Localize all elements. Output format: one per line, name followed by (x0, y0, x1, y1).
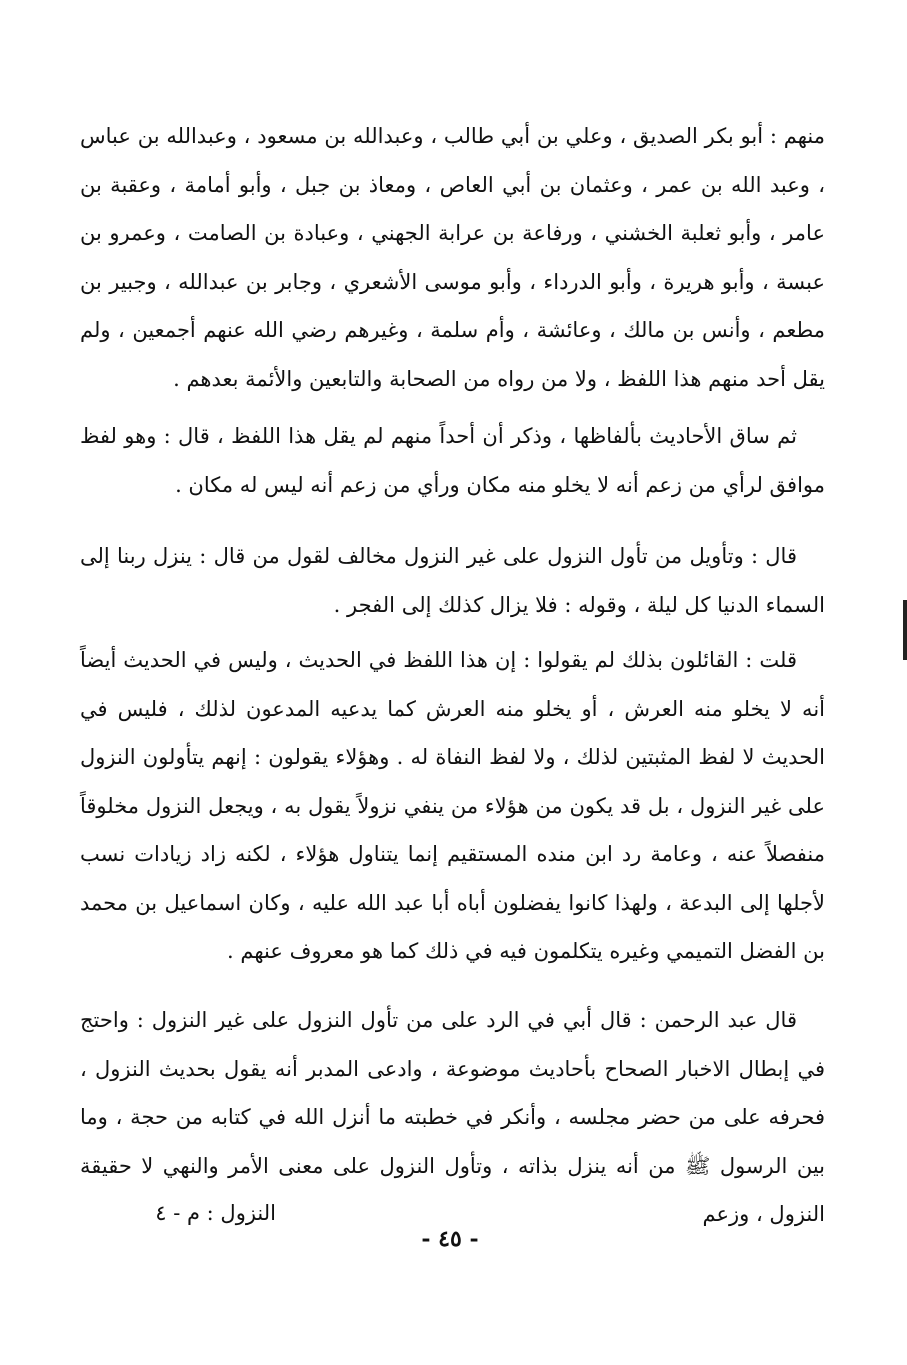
paragraph-text: قال عبد الرحمن : قال أبي في الرد على من تأول النزول على غير النزول : واحتج في إبطال الاخبار الصحاح بأحاديث موضوعة ، وادعى المدبر أنه يقول بحديث النزول ، فحرفه على من حضر مجلسه ، وأنكر في خطبته ما أنزل الله في كتابه من حجة ، وما بين الرسول ﷺ من أنه ينزل بذاته ، وتأول النزول على معنى الأمر والنهي لا حقيقة النزول ، وزعم (80, 1008, 825, 1226)
paragraph-text: قلت : القائلون بذلك لم يقولوا : إن هذا اللفظ في الحديث ، وليس في الحديث أيضاً أنه لا يخلو منه العرش ، أو يخلو منه العرش كما يدعيه المدعون لذلك ، فليس في الحديث لا لفظ المثبتين لذلك ، ولا لفظ النفاة له . وهؤلاء يقولون : إنهم يتأولون النزول على غير النزول ، بل قد يكون من هؤلاء من ينفي نزولاً يقول به ، ويجعل النزول مخلوقاً منفصلاً عنه ، وعامة رد ابن منده المستقيم إنما يتناول هؤلاء ، لكنه زاد زيادات نسب لأجلها إلى البدعة ، ولهذا كانوا يفضلون أباه أبا عبد الله عليه ، وكان اسماعيل بن محمد بن الفضل التميمي وغيره يتكلمون فيه في ذلك كما هو معروف عنهم . (80, 648, 825, 963)
paragraph-interpretation (80, 532, 825, 629)
paragraph-text: منهم : أبو بكر الصديق ، وعلي بن أبي طالب ، وعبدالله بن مسعود ، وعبدالله بن عباس ، وعبد الله بن عمر ، وعثمان بن أبي العاص ، ومعاذ بن جبل ، وأبو أمامة ، وعقبة بن عامر ، وأبو ثعلبة الخشني ، ورفاعة بن عرابة الجهني ، وعبادة بن الصامت ، وعمرو بن عبسة ، وأبو هريرة ، وأبو الدرداء ، وأبو موسى الأشعري ، وجابر بن عبدالله ، وجبير بن مطعم ، وأنس بن مالك ، وعائشة ، وأم سلمة ، وغيرهم رضي الله عنهم أجمعين ، ولم يقل أحد منهم هذا اللفظ ، ولا من رواه من الصحابة والتابعين والأئمة بعدهم . (80, 124, 825, 391)
paragraph-text: ثم ساق الأحاديث بألفاظها ، وذكر أن أحداً منهم لم يقل هذا اللفظ ، قال : وهو لفظ موافق لرأي من زعم أنه لا يخلو منه مكان ورأي من زعم أنه ليس له مكان . (80, 424, 825, 497)
page-number: - ٤٥ - (421, 1226, 479, 1252)
printer-signature: النزول : م - ٤ (155, 1201, 276, 1225)
paragraph-text: قال : وتأويل من تأول النزول على غير النزول مخالف لقول من قال : ينزل ربنا إلى السماء الدنيا كل ليلة ، وقوله : فلا يزال كذلك إلى الفجر . (80, 544, 825, 617)
paragraph-hadith-wording (80, 412, 825, 509)
paragraph-commentary (80, 636, 825, 976)
page-edge-mark (903, 600, 907, 660)
paragraph-companions-list (80, 112, 825, 403)
